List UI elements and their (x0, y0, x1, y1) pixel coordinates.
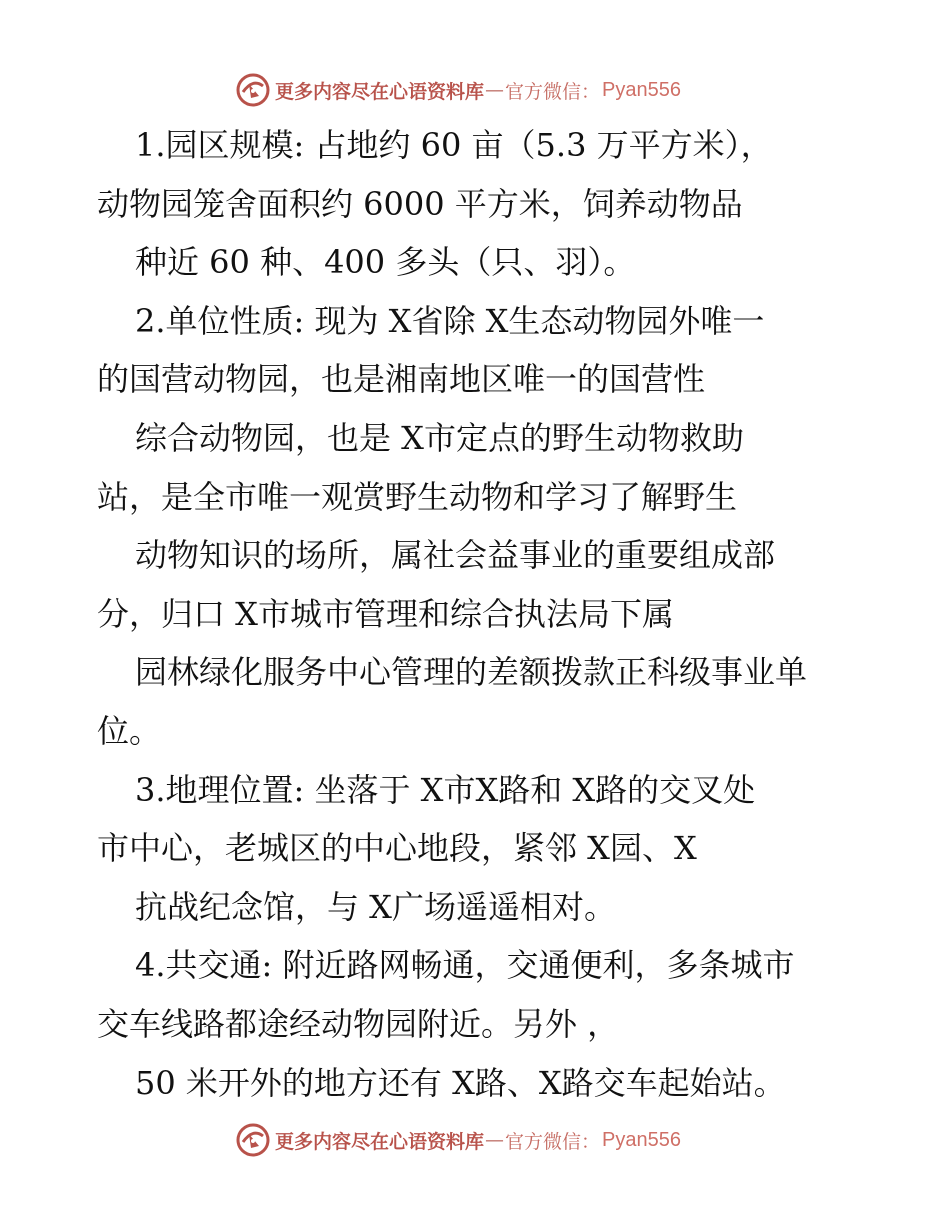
banner-wechat-label: 官方微信： (505, 80, 601, 103)
banner-wechat-id: Pyan556 (602, 78, 681, 101)
text-line: 4.共交通: 附近路网畅通，交通便利，多条城市 (135, 946, 795, 985)
banner-dash: — (485, 79, 505, 101)
brand-logo-icon (235, 1122, 271, 1158)
text-line: 3.地理位置: 坐落于 X市X路和 X路的交叉处 (135, 770, 756, 809)
text-line: 2.单位性质: 现为 X省除 X生态动物园外唯一 (135, 301, 765, 340)
text-line: 1.园区规模: 占地约 60 亩（5.3 万平方米）， (135, 126, 773, 164)
text-line: 站，是全市唯一观赏野生动物和学习了解野生 (97, 477, 738, 516)
text-line: 50 米开外的地方还有 X路、X路交车起始站。 (135, 1063, 786, 1102)
text-line: 动物知识的场所，属社会益事业的重要组成部 (135, 536, 776, 575)
text-line: 园林绿化服务中心管理的差额拨款正科级事业单 (135, 653, 808, 692)
banner-wechat-id: Pyan556 (602, 1128, 681, 1151)
banner-dash: — (485, 1129, 505, 1151)
text-line: 种近 60 种、400 多头（只、羽）。 (135, 243, 636, 282)
banner-wechat-label: 官方微信： (505, 1130, 601, 1153)
banner-text: 更多内容尽在心语资料库 (275, 1130, 485, 1153)
brand-logo-icon (235, 72, 271, 108)
text-line: 位。 (97, 711, 162, 750)
header-banner (235, 70, 715, 110)
banner-text: 更多内容尽在心语资料库 (275, 80, 485, 103)
footer-banner (235, 1120, 715, 1160)
text-line: 综合动物园，也是 X市定点的野生动物救助 (135, 418, 744, 457)
text-line: 动物园笼舍面积约 6000 平方米，饲养动物品 (97, 184, 743, 223)
text-line: 交车线路都途经动物园附近。另外 ， (97, 1004, 620, 1043)
text-line: 抗战纪念馆，与 X广场遥遥相对。 (135, 887, 616, 926)
document-body (97, 116, 857, 1112)
text-line: 的国营动物园，也是湘南地区唯一的国营性 (97, 360, 706, 399)
text-line: 分，归口 X市城市管理和综合执法局下属 (97, 594, 674, 633)
text-line: 市中心，老城区的中心地段，紧邻 X园、X (97, 829, 697, 868)
